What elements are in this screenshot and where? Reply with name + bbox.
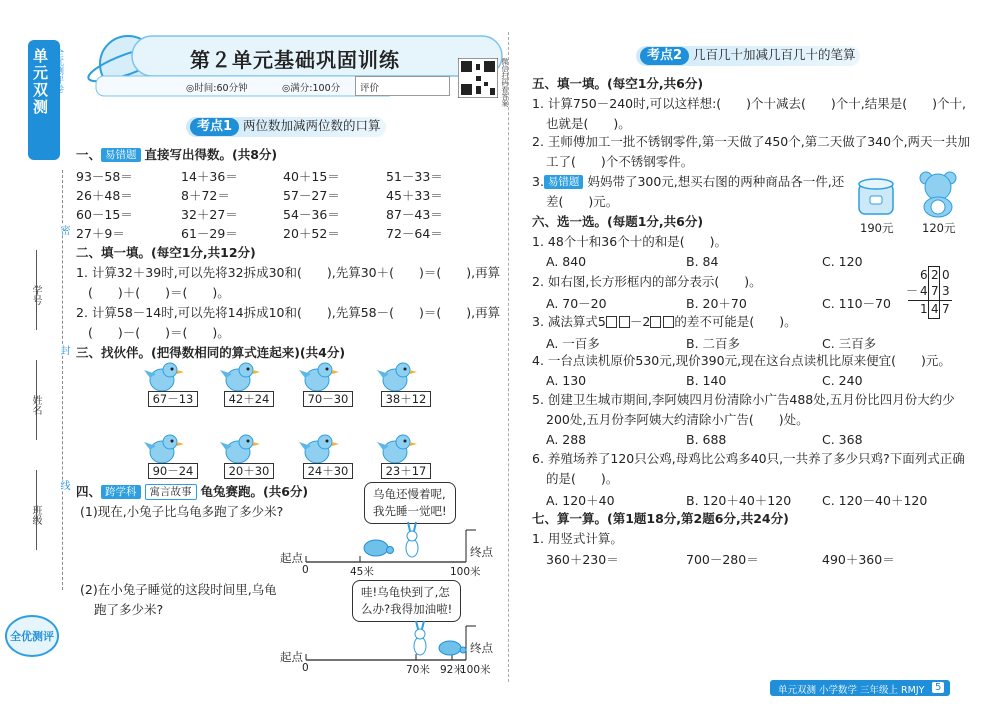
vert-r3-tens: 4 xyxy=(931,302,939,316)
blank-box xyxy=(663,316,674,328)
vert-highlight-box xyxy=(928,266,940,319)
section4-heading xyxy=(76,484,308,500)
vert-r1-ones: 0 xyxy=(942,268,950,282)
kpoint1-heading xyxy=(190,118,381,136)
c5-option-a: A. 288 xyxy=(546,432,587,447)
line2-tick-92: 92米 xyxy=(440,664,464,676)
bubble2-line1: 哇!乌龟快到了,怎 xyxy=(361,585,450,599)
calc-item: 93－58＝ xyxy=(76,169,133,184)
line1-tick-0: 0 xyxy=(302,564,309,576)
s4-q2-line1: (2)在小兔子睡觉的这段时间里,乌龟 xyxy=(80,582,277,597)
class-label: 班级 xyxy=(30,505,41,525)
price-cooker: 190元 xyxy=(860,221,894,235)
c6-option-a: A. 120＋40 xyxy=(546,493,615,508)
c1-option-a: A. 840 xyxy=(546,254,587,269)
c1-option-c: C. 120 xyxy=(822,254,863,269)
eval-label: 评价 xyxy=(360,83,380,94)
section4-tag2: 寓言故事 xyxy=(145,484,197,500)
c3-option-b: B. 二百多 xyxy=(686,336,741,351)
section1-heading: 一、 易错题 直接写出得数。(共8分) xyxy=(76,147,278,162)
calc-item: 14＋36＝ xyxy=(181,169,238,184)
c3-question xyxy=(532,314,797,330)
bubble2-line2: 么办?我得加油啦! xyxy=(361,602,453,616)
seal-char-2: 封 xyxy=(58,345,69,355)
match-card: 90－24 xyxy=(148,463,198,479)
calc-item: 54－36＝ xyxy=(283,207,340,222)
line1-tick-100: 100米 xyxy=(450,566,481,578)
bear-clock-icon xyxy=(918,170,958,218)
calc-item: 57－27＝ xyxy=(283,188,340,203)
match-card: 70－30 xyxy=(303,391,353,407)
match-card: 23＋17 xyxy=(381,463,431,479)
kpoint2-text: 几百几十加减几百几十的笔算 xyxy=(693,47,856,62)
vert-r2-ones: 3 xyxy=(942,284,950,298)
rabbit-icon xyxy=(406,522,418,557)
c3-option-a: A. 一百多 xyxy=(546,336,600,351)
c2-question: 2. 如右图,长方形框内的部分表示( )。 xyxy=(532,274,762,289)
line2-tick-70: 70米 xyxy=(406,664,430,676)
line1-end-label: 终点 xyxy=(470,545,493,559)
kpoint2-label: 考点2 xyxy=(640,47,689,65)
c5-question-line2: 200处,五月份李阿姨大约清除小广告( )处。 xyxy=(546,412,809,427)
s7-calc-2: 700－280＝ xyxy=(686,552,759,567)
c6-option-b: B. 120＋40＋120 xyxy=(686,493,792,508)
c5-option-c: C. 368 xyxy=(822,432,863,447)
c6-question-line2: 的是( )。 xyxy=(546,471,619,486)
section3-title: 三、找伙伴。(把得数相同的算式连起来)(共4分) xyxy=(76,345,346,360)
seal-char-1: 密 xyxy=(58,225,69,235)
kpoint1-label: 考点1 xyxy=(190,118,239,136)
vert-r2-hundreds: 4 xyxy=(920,284,928,298)
section4-title: 龟兔赛跑。(共6分) xyxy=(200,484,309,499)
c4-option-a: A. 130 xyxy=(546,373,587,388)
s2-q2-line1: 2. 计算58－14时,可以先将14拆成10和( ),先算58－( )＝( ),再算 xyxy=(76,305,501,320)
calc-item: 40＋15＝ xyxy=(283,169,340,184)
s5-q3-text: 妈妈带了300元,想买右图的两种商品各一件,还 xyxy=(587,174,845,189)
calc-item: 32＋27＝ xyxy=(181,207,238,222)
section5-title: 五、填一填。(每空1分,共6分) xyxy=(532,76,704,91)
c2-option-b: B. 20＋70 xyxy=(686,296,747,311)
qr-code-icon xyxy=(458,58,498,98)
calc-item: 45＋33＝ xyxy=(386,188,443,203)
calc-item: 87－43＝ xyxy=(386,207,443,222)
vertical-subtraction xyxy=(904,268,952,320)
page-number: 5 xyxy=(932,682,944,693)
vert-r2-tens: 7 xyxy=(931,284,939,298)
column-divider xyxy=(508,32,509,682)
calc-item: 72－64＝ xyxy=(386,226,443,241)
footer-text: 单元双测 小学数学 三年级上 RMJY xyxy=(778,685,925,696)
score-label: ◎满分:100分 xyxy=(282,83,341,94)
c4-option-b: B. 140 xyxy=(686,373,727,388)
name-label: 姓名 xyxy=(30,395,41,415)
c3-text-b: －2 xyxy=(629,314,651,329)
turtle-icon xyxy=(364,540,394,556)
match-card: 38＋12 xyxy=(381,391,431,407)
s5-q2-line2: 工了( )个不锈钢零件。 xyxy=(546,154,694,169)
c1-question: 1. 48个十和36个十的和是( )。 xyxy=(532,234,727,249)
page-title: 第２单元基础巩固训练 xyxy=(190,48,400,72)
section4-tag1: 跨学科 xyxy=(101,485,141,499)
section1-title: 直接写出得数。(共8分) xyxy=(144,147,278,162)
s7-calc-1: 360＋230＝ xyxy=(546,552,619,567)
c2-option-a: A. 70－20 xyxy=(546,296,607,311)
time-label: ◎时间:60分钟 xyxy=(186,83,248,94)
c4-option-c: C. 240 xyxy=(822,373,863,388)
s7-q1: 1. 用竖式计算。 xyxy=(532,531,623,546)
s5-q2-line1: 2. 王师傅加工一批不锈钢零件,第一天做了450个,第二天做了340个,两天一共加 xyxy=(532,134,971,149)
s5-q3-line2: 差( )元。 xyxy=(546,194,619,209)
vert-r1-hundreds: 6 xyxy=(920,268,928,282)
s2-q1-line2: ( )＋( )＝( )。 xyxy=(88,285,230,300)
c6-option-c: C. 120－40＋120 xyxy=(822,493,928,508)
calc-item: 8＋72＝ xyxy=(181,188,230,203)
vert-r1-tens: 2 xyxy=(931,268,939,282)
line2-tick-0: 0 xyxy=(302,662,309,674)
sidebar xyxy=(0,0,70,711)
c1-option-b: B. 84 xyxy=(686,254,719,269)
s5-q3-tag: 易错题 xyxy=(544,175,584,189)
line1-start-label: 起点 xyxy=(280,551,303,565)
c3-text-c: 的差不可能是( )。 xyxy=(674,314,797,329)
c3-option-c: C. 三百多 xyxy=(822,336,877,351)
s7-calc-3: 490＋360＝ xyxy=(822,552,895,567)
s2-q1-line1: 1. 计算32＋39时,可以先将32拆成30和( ),先算30＋( )＝( ),再算 xyxy=(76,265,501,280)
c6-question-line1: 6. 养殖场养了120只公鸡,母鸡比公鸡多40只,一共养了多少只鸡?下面列式正确 xyxy=(532,451,965,466)
match-card: 42＋24 xyxy=(224,391,274,407)
match-card: 67－13 xyxy=(148,391,198,407)
seal-char-3: 线 xyxy=(58,480,69,490)
calc-item: 60－15＝ xyxy=(76,207,133,222)
s5-q1-line1: 1. 计算750－240时,可以这样想:( )个十减去( )个十,结果是( )个十, xyxy=(532,96,967,111)
c5-question-line1: 5. 创建卫生城市期间,李阿姨四月份清除小广告488处,五月份比四月份大约少 xyxy=(532,392,955,407)
turtle-near-finish-icon xyxy=(439,641,466,655)
s5-q1-line2: 也就是( )。 xyxy=(546,116,631,131)
speech-bubble-2 xyxy=(352,580,461,622)
number-label: 学号 xyxy=(30,285,41,305)
rice-cooker-icon xyxy=(856,174,896,218)
s5-q3-num: 3. xyxy=(532,174,544,189)
calc-item: 26＋48＝ xyxy=(76,188,133,203)
section2-title: 二、填一填。(每空1分,共12分) xyxy=(76,245,256,260)
qr-caption: 微信扫码看答案 xyxy=(501,58,509,107)
calc-item: 27＋9＝ xyxy=(76,226,125,241)
s5-q3-line1 xyxy=(532,174,844,190)
match-card: 24＋30 xyxy=(303,463,353,479)
line2-tick-100: 100米 xyxy=(460,664,491,676)
calc-item: 61－29＝ xyxy=(181,226,238,241)
c3-text-a: 3. 减法算式5 xyxy=(532,314,606,329)
blank-box xyxy=(619,316,630,328)
s4-q2-line2: 跑了多少米? xyxy=(94,602,164,617)
s4-q1: (1)现在,小兔子比乌龟多跑了多少米? xyxy=(80,504,284,519)
line1-tick-45: 45米 xyxy=(350,566,374,578)
blank-box xyxy=(606,316,617,328)
brand-subtext: 全优测评卷 xyxy=(53,48,63,93)
c4-question: 4. 一台点读机原价530元,现价390元,现在这台点读机比原来便宜( )元。 xyxy=(532,353,951,368)
section6-title: 六、选一选。(每题1分,共6分) xyxy=(532,214,704,229)
bubble1-line1: 乌龟还慢着呢, xyxy=(373,487,446,501)
section1-tag: 易错题 xyxy=(101,148,141,162)
c5-option-b: B. 688 xyxy=(686,432,727,447)
speech-bubble-1 xyxy=(364,482,456,524)
section7-title: 七、算一算。(第1题18分,第2题6分,共24分) xyxy=(532,511,789,526)
bubble1-line2: 我先睡一觉吧! xyxy=(373,504,447,518)
vert-r3-hundreds: 1 xyxy=(920,302,928,316)
rabbit-running-icon xyxy=(414,621,426,655)
line2-end-label: 终点 xyxy=(470,641,493,655)
price-bear: 120元 xyxy=(922,221,956,235)
blank-box xyxy=(650,316,661,328)
match-card: 20＋30 xyxy=(224,463,274,479)
vert-r3-ones: 7 xyxy=(942,302,950,316)
s2-q2-line2: ( )－( )＝( )。 xyxy=(88,325,230,340)
brand-text: 单元双测 xyxy=(31,48,49,116)
calc-item: 51－33＝ xyxy=(386,169,443,184)
kpoint2-heading xyxy=(640,47,856,65)
kpoint1-text: 两位数加减两位数的口算 xyxy=(243,118,381,133)
section4-prefix: 四、 xyxy=(76,484,102,499)
calc-item: 20＋52＝ xyxy=(283,226,340,241)
vert-minus: － xyxy=(906,284,919,298)
line2-start-label: 起点 xyxy=(280,650,303,664)
c2-option-c: C. 110－70 xyxy=(822,296,891,311)
mascot-logo-text: 全优测评 xyxy=(10,630,54,643)
